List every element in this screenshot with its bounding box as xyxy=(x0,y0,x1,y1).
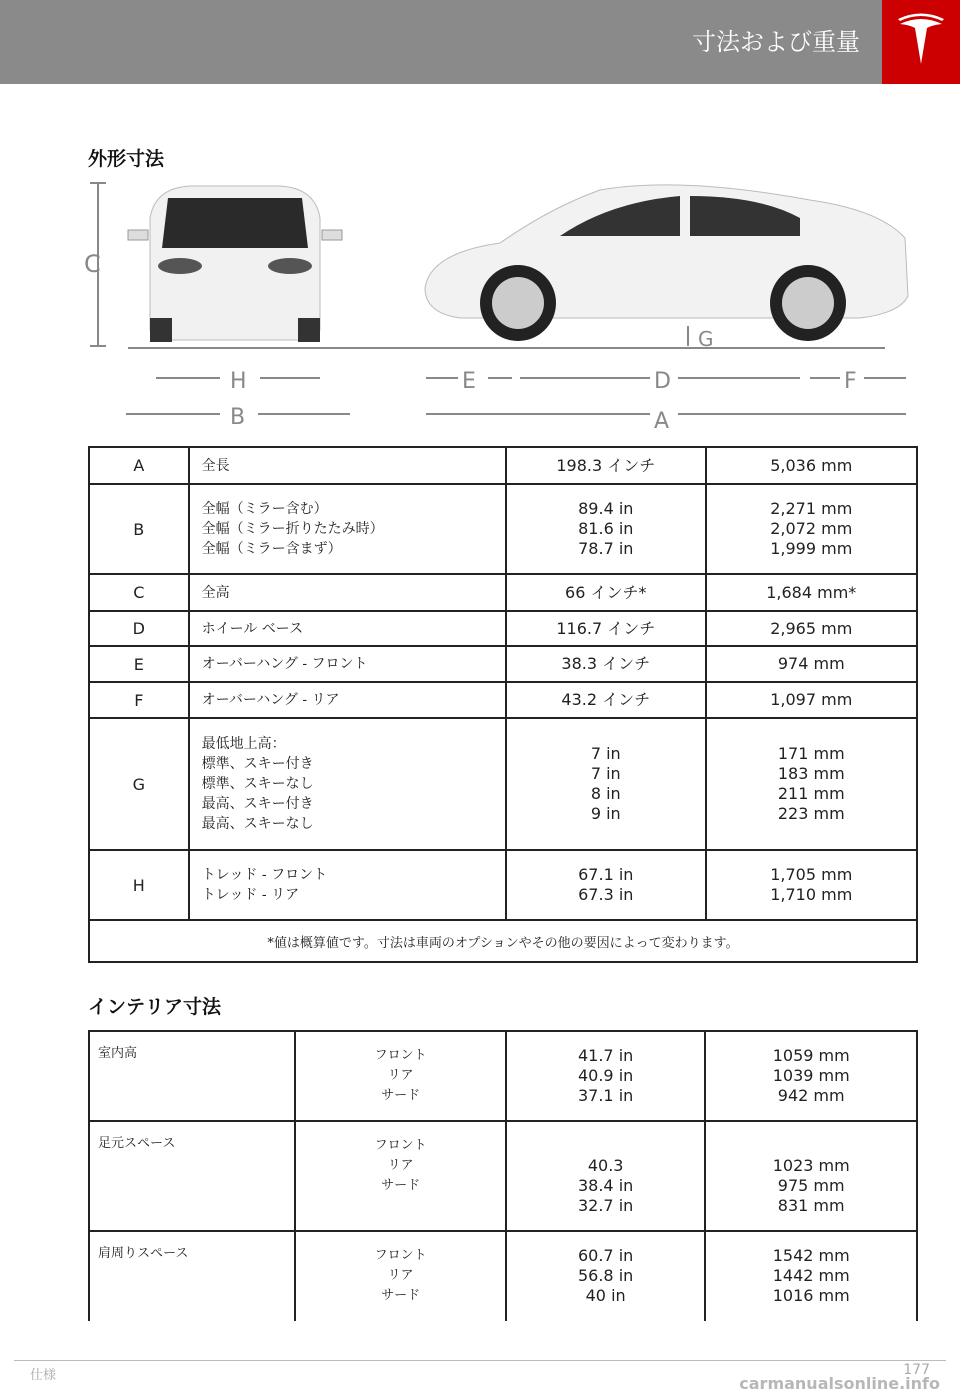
label-a: A xyxy=(654,409,670,434)
row-imperial: 41.7 in 40.9 in 37.1 in xyxy=(506,1031,706,1121)
table-row xyxy=(89,850,917,920)
row-imperial: 38.3 インチ xyxy=(506,646,706,682)
table-row xyxy=(89,484,917,574)
label-b: B xyxy=(230,405,246,430)
row-imperial: 60.7 in 56.8 in 40 in xyxy=(506,1231,706,1321)
row-imperial: 7 in 7 in 8 in 9 in xyxy=(506,718,706,850)
row-letter: B xyxy=(89,484,189,574)
label-e: E xyxy=(462,369,476,394)
row-letter: A xyxy=(89,447,189,484)
table-row xyxy=(89,611,917,646)
row-desc: オーバーハング - フロント xyxy=(189,646,506,682)
row-desc: オーバーハング - リア xyxy=(189,682,506,718)
footer-section-name: 仕様 xyxy=(30,1368,57,1383)
front-car-image xyxy=(128,186,342,342)
interior-dimensions-table xyxy=(88,1030,918,1321)
table-footnote: *値は概算値です。寸法は車両のオプションやその他の要因によって変わります。 xyxy=(89,920,917,962)
row-imperial: 67.1 in 67.3 in xyxy=(506,850,706,920)
table-note-row xyxy=(89,920,917,962)
table-row xyxy=(89,1231,917,1321)
row-letter: F xyxy=(89,682,189,718)
row-letter: G xyxy=(89,718,189,850)
dimension-diagram xyxy=(80,178,920,440)
row-metric: 2,271 mm 2,072 mm 1,999 mm xyxy=(706,484,917,574)
row-imperial: 116.7 インチ xyxy=(506,611,706,646)
row-metric: 1,684 mm* xyxy=(706,574,917,611)
tesla-logo-icon xyxy=(882,0,960,84)
table-row xyxy=(89,682,917,718)
row-imperial: 40.3 38.4 in 32.7 in xyxy=(506,1121,706,1231)
row-imperial: 198.3 インチ xyxy=(506,447,706,484)
row-positions: フロント リア サード xyxy=(295,1031,505,1121)
label-c: C xyxy=(84,250,101,278)
row-positions: フロント リア サード xyxy=(295,1231,505,1321)
table-row xyxy=(89,718,917,850)
page-header xyxy=(0,0,960,84)
row-metric: 1059 mm 1039 mm 942 mm xyxy=(705,1031,917,1121)
row-metric: 1542 mm 1442 mm 1016 mm xyxy=(705,1231,917,1321)
row-metric: 1,705 mm 1,710 mm xyxy=(706,850,917,920)
row-letter: C xyxy=(89,574,189,611)
table-row xyxy=(89,447,917,484)
row-imperial: 89.4 in 81.6 in 78.7 in xyxy=(506,484,706,574)
page-number: 177 xyxy=(903,1362,930,1378)
watermark: carmanualsonline.info xyxy=(739,1374,940,1393)
header-title: 寸法および重量 xyxy=(692,28,860,56)
row-desc: トレッド - フロント トレッド - リア xyxy=(189,850,506,920)
row-metric: 1023 mm 975 mm 831 mm xyxy=(705,1121,917,1231)
row-desc: ホイール ベース xyxy=(189,611,506,646)
row-metric: 974 mm xyxy=(706,646,917,682)
row-positions: フロント リア サード xyxy=(295,1121,505,1231)
label-f: F xyxy=(844,369,857,394)
row-desc: 全高 xyxy=(189,574,506,611)
label-g: G xyxy=(698,327,714,351)
row-label: 室内高 xyxy=(89,1031,295,1121)
table-row xyxy=(89,574,917,611)
exterior-dimensions-table xyxy=(88,446,918,963)
side-car-image xyxy=(425,185,908,341)
table-row xyxy=(89,1031,917,1121)
row-letter: E xyxy=(89,646,189,682)
row-desc: 最低地上高： 標準、スキー付き 標準、スキーなし 最高、スキー付き 最高、スキーなし xyxy=(189,718,506,850)
row-letter: H xyxy=(89,850,189,920)
label-d: D xyxy=(654,369,671,394)
row-label: 肩周りスペース xyxy=(89,1231,295,1321)
row-letter: D xyxy=(89,611,189,646)
row-label: 足元スペース xyxy=(89,1121,295,1231)
row-metric: 2,965 mm xyxy=(706,611,917,646)
row-metric: 1,097 mm xyxy=(706,682,917,718)
exterior-section-title: 外形寸法 xyxy=(88,148,165,170)
label-h: H xyxy=(230,369,247,394)
row-imperial: 43.2 インチ xyxy=(506,682,706,718)
footer-divider xyxy=(14,1360,946,1361)
row-desc: 全長 xyxy=(189,447,506,484)
row-metric: 171 mm 183 mm 211 mm 223 mm xyxy=(706,718,917,850)
row-metric: 5,036 mm xyxy=(706,447,917,484)
table-row xyxy=(89,1121,917,1231)
table-row xyxy=(89,646,917,682)
row-imperial: 66 インチ* xyxy=(506,574,706,611)
interior-section-title: インテリア寸法 xyxy=(88,996,222,1018)
row-desc: 全幅（ミラー含む） 全幅（ミラー折りたたみ時） 全幅（ミラー含まず） xyxy=(189,484,506,574)
brand-logo xyxy=(882,0,960,84)
